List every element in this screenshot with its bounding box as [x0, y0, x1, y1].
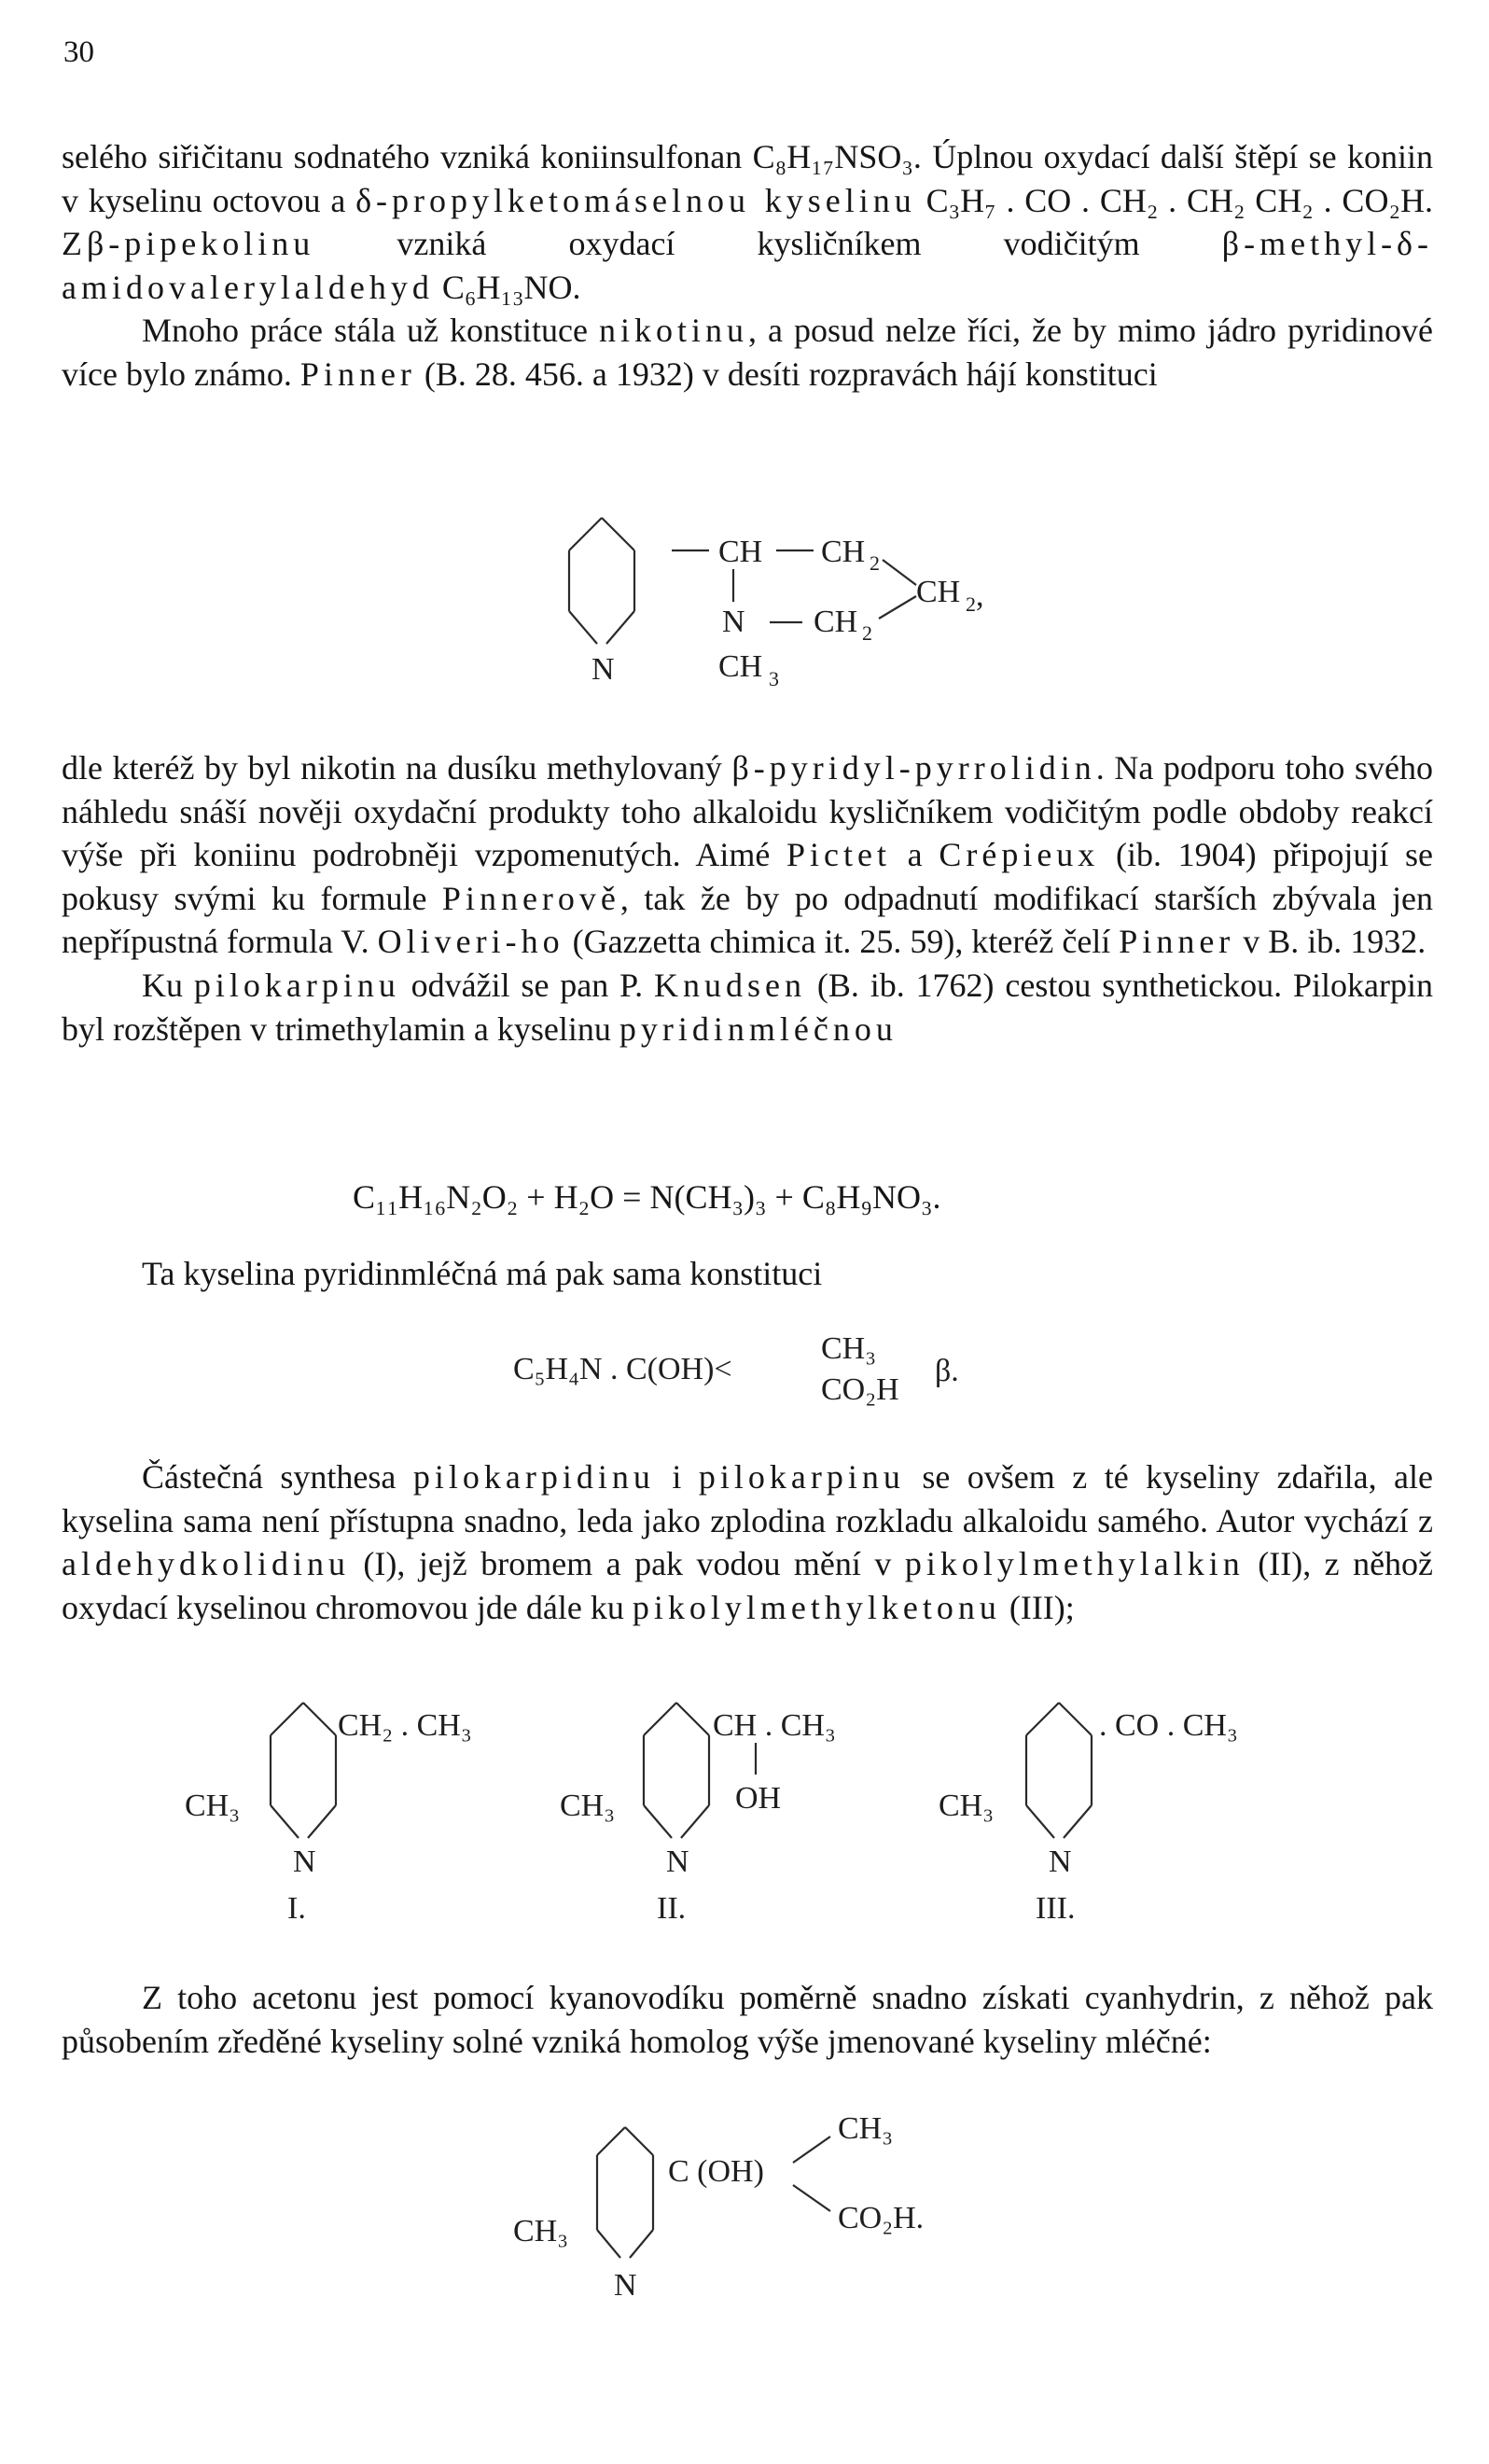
bond-line	[602, 518, 634, 550]
spaced-term: pikolylmethylketonu	[632, 1588, 1001, 1626]
text-span: v B. ib. 1932.	[1243, 923, 1426, 961]
text-span: odvážil se pan P.	[411, 966, 644, 1004]
author-name: Oliveri-ho	[377, 923, 564, 961]
subscript: 2	[966, 592, 976, 616]
spaced-term: pilokarpinu	[698, 1458, 905, 1496]
formula-koniinsulfonan: C₈H₁₇NSO₃	[752, 138, 913, 175]
structure-III	[933, 1698, 1362, 1941]
carboxyl: CO₂H.	[838, 2201, 925, 2235]
paragraph-koniin	[62, 135, 1433, 397]
author-name: Pictet	[786, 836, 891, 874]
spaced-term: pikolylmethylalkin	[904, 1545, 1245, 1583]
spaced-term: β-pyridyl-pyrrolidin	[731, 749, 1096, 787]
bond-line	[644, 1703, 676, 1735]
formula-top: CH₃	[821, 1331, 877, 1366]
formula-left: C₅H₄N . C(OH)<	[513, 1352, 732, 1386]
text-span: (Gazzetta chimica it. 25. 59), kteréž čelí	[572, 923, 1111, 961]
text-span: (I), jejž bromem a pak vodou mění v	[363, 1545, 892, 1583]
text-span: dle kteréž by byl nikotin na dusíku methylovaný	[62, 749, 722, 787]
text-span: Částečná synthesa	[142, 1458, 397, 1496]
structure-label: I.	[287, 1891, 306, 1926]
formula-aldehyd: C₆H₁₃NO.	[441, 268, 581, 306]
spaced-term: Zβ-pipekolinu	[62, 225, 315, 263]
bond-line	[793, 2137, 830, 2163]
substituent: . CO . CH₃	[1099, 1708, 1238, 1743]
subscript: 2	[862, 621, 872, 645]
text-span: (II), z něhož oxydací kyselinou chromovou jde dále ku	[62, 1545, 1434, 1626]
bond-line	[681, 1805, 709, 1838]
paragraph-synthesa	[62, 1455, 1433, 1629]
ring-nitrogen: N	[614, 2268, 637, 2303]
bond-line	[793, 2185, 830, 2211]
methyl-left: CH₃	[185, 1789, 241, 1823]
text-span: Z toho acetonu jest pomocí kyanovodíku poměrně snadno získati cyanhydrin, z něhož pak působením zředěné kyseliny solné vzniká homolog výše jmenované kyseliny mléčné:	[62, 1979, 1433, 2060]
author-name: Knudsen	[654, 966, 807, 1004]
methyl-top: CH₃	[838, 2111, 894, 2146]
text-span: , a posud nelze říci, že by mimo jádro pyridinové více bylo známo.	[62, 312, 1433, 393]
bond-line	[630, 2230, 653, 2258]
comma: ,	[976, 578, 984, 613]
bond-line	[271, 1805, 299, 1838]
text-span: . Úplnou oxydací další štěpí se koniin v kyselinu octovou a	[62, 138, 1433, 219]
text-span: vzniká oxydací kysličníkem vodičitým	[397, 225, 1140, 263]
text-span: (B. 28. 456. a 1932) v desíti rozpravách hájí konstituci	[424, 355, 1158, 393]
ring-nitrogen: N	[293, 1845, 316, 1879]
spaced-term: β-methyl-δ-amidovalerylaldehyd	[62, 225, 1434, 306]
author-name: Pinner	[299, 355, 416, 393]
text-span: (ib. 1904) připojují se pokusy svými ku formule	[62, 836, 1434, 917]
methyl-group: CH	[718, 649, 763, 684]
structure-label: III.	[1036, 1891, 1076, 1926]
spaced-term: pilokarpidinu	[412, 1458, 655, 1496]
methyl-left: CH₃	[560, 1789, 616, 1823]
page-number: 30	[63, 35, 94, 69]
bond-line	[271, 1703, 303, 1735]
bond-line	[308, 1805, 336, 1838]
bond-line	[569, 518, 602, 550]
text-span: (B. ib. 1762) cestou synthetickou. Pilokarpin byl rozštěpen v trimethylamin a kyselinu	[62, 966, 1433, 1048]
structure-label: II.	[657, 1891, 687, 1926]
author-name: Pinnerově	[441, 879, 620, 917]
bond-line	[1059, 1703, 1092, 1735]
spaced-term: aldehydkolidinu	[62, 1545, 350, 1583]
final-structure	[504, 2099, 989, 2398]
ch2-top: CH	[821, 535, 866, 569]
bond-line	[1026, 1805, 1054, 1838]
formula-tail: β.	[935, 1354, 959, 1388]
bond-line	[597, 2127, 625, 2155]
ring-nitrogen: N	[1049, 1845, 1072, 1879]
ch2-right: CH	[916, 575, 961, 609]
pyrrolidine-nitrogen: N	[722, 605, 745, 639]
text-span: Mnoho práce stála už konstituce	[142, 312, 588, 350]
formula-bottom: CO₂H	[821, 1372, 899, 1407]
author-name: Crépieux	[939, 836, 1100, 874]
methyl-left: CH₃	[939, 1789, 995, 1823]
author-name: Pinner	[1119, 923, 1235, 961]
text-span: selého siřičitanu sodnatého vzniká koniinsulfonan	[62, 138, 753, 175]
formula-chain: C₃H₇ . CO . CH₂ . CH₂ CH₂ . CO₂H.	[925, 181, 1433, 219]
bond-line	[606, 611, 634, 644]
text-span: i	[672, 1458, 682, 1496]
ch2-bottom: CH	[814, 605, 858, 639]
nicotine-structure	[541, 508, 1138, 723]
substituent: CH₂ . CH₃	[338, 1708, 472, 1743]
text-span: (III);	[1009, 1588, 1075, 1626]
spaced-term: nikotinu	[598, 312, 748, 350]
structure-I	[177, 1698, 550, 1941]
paragraph-nikotin	[62, 746, 1433, 1051]
spaced-term: δ-propylketomáselnou kyselinu	[355, 181, 916, 219]
bond-line	[1064, 1805, 1092, 1838]
substituent: CH . CH₃	[713, 1708, 836, 1743]
paragraph-konstituce	[62, 1252, 1433, 1296]
spaced-term: pilokarpinu	[193, 966, 400, 1004]
bond-line	[879, 596, 916, 619]
ring-nitrogen: N	[591, 652, 615, 687]
ch-top: CH	[718, 535, 763, 569]
structure-II	[560, 1698, 914, 1941]
text-span: Ta kyselina pyridinmléčná má pak sama konstituci	[142, 1255, 823, 1292]
bond-line	[1026, 1703, 1059, 1735]
paragraph-cyanhydrin	[62, 1976, 1433, 2063]
c-oh: C (OH)	[668, 2154, 764, 2189]
spaced-term: pyridinmléčnou	[619, 1009, 898, 1048]
hydroxyl: OH	[735, 1781, 782, 1816]
ring-nitrogen: N	[666, 1845, 689, 1879]
bond-line	[569, 611, 597, 644]
bond-line	[883, 560, 916, 585]
text-span: a	[907, 836, 923, 874]
subscript: 2	[870, 551, 880, 575]
formula-pyridinmlecna	[504, 1316, 1026, 1418]
bond-line	[303, 1703, 336, 1735]
bond-line	[676, 1703, 709, 1735]
bond-line	[625, 2127, 653, 2155]
text-span: , tak že by po odpadnutí modifikací starších zbývala jen nepřípustná formula V.	[62, 879, 1433, 961]
methyl-left: CH₃	[513, 2214, 569, 2248]
text-span: Ku	[142, 966, 183, 1004]
subscript: 3	[769, 667, 779, 690]
text-span: . Na podporu toho svého náhledu snáší nověji oxydační produkty toho alkaloidu kysličníkem vodičitým podle obdoby reakcí výše při koniinu podrobněji vzpomenutých. Aimé	[62, 749, 1433, 874]
bond-line	[597, 2230, 620, 2258]
text-span: se ovšem z té kyseliny zdařila, ale kyselina sama není přístupna snadno, leda jako zplodina rozkladu alkaloidu samého. Autor vychází z	[62, 1458, 1434, 1539]
bond-line	[644, 1805, 672, 1838]
equation-pilokarpin: C₁₁H₁₆N₂O₂ + H₂O = N(CH₃)₃ + C₈H₉NO₃.	[353, 1178, 941, 1216]
